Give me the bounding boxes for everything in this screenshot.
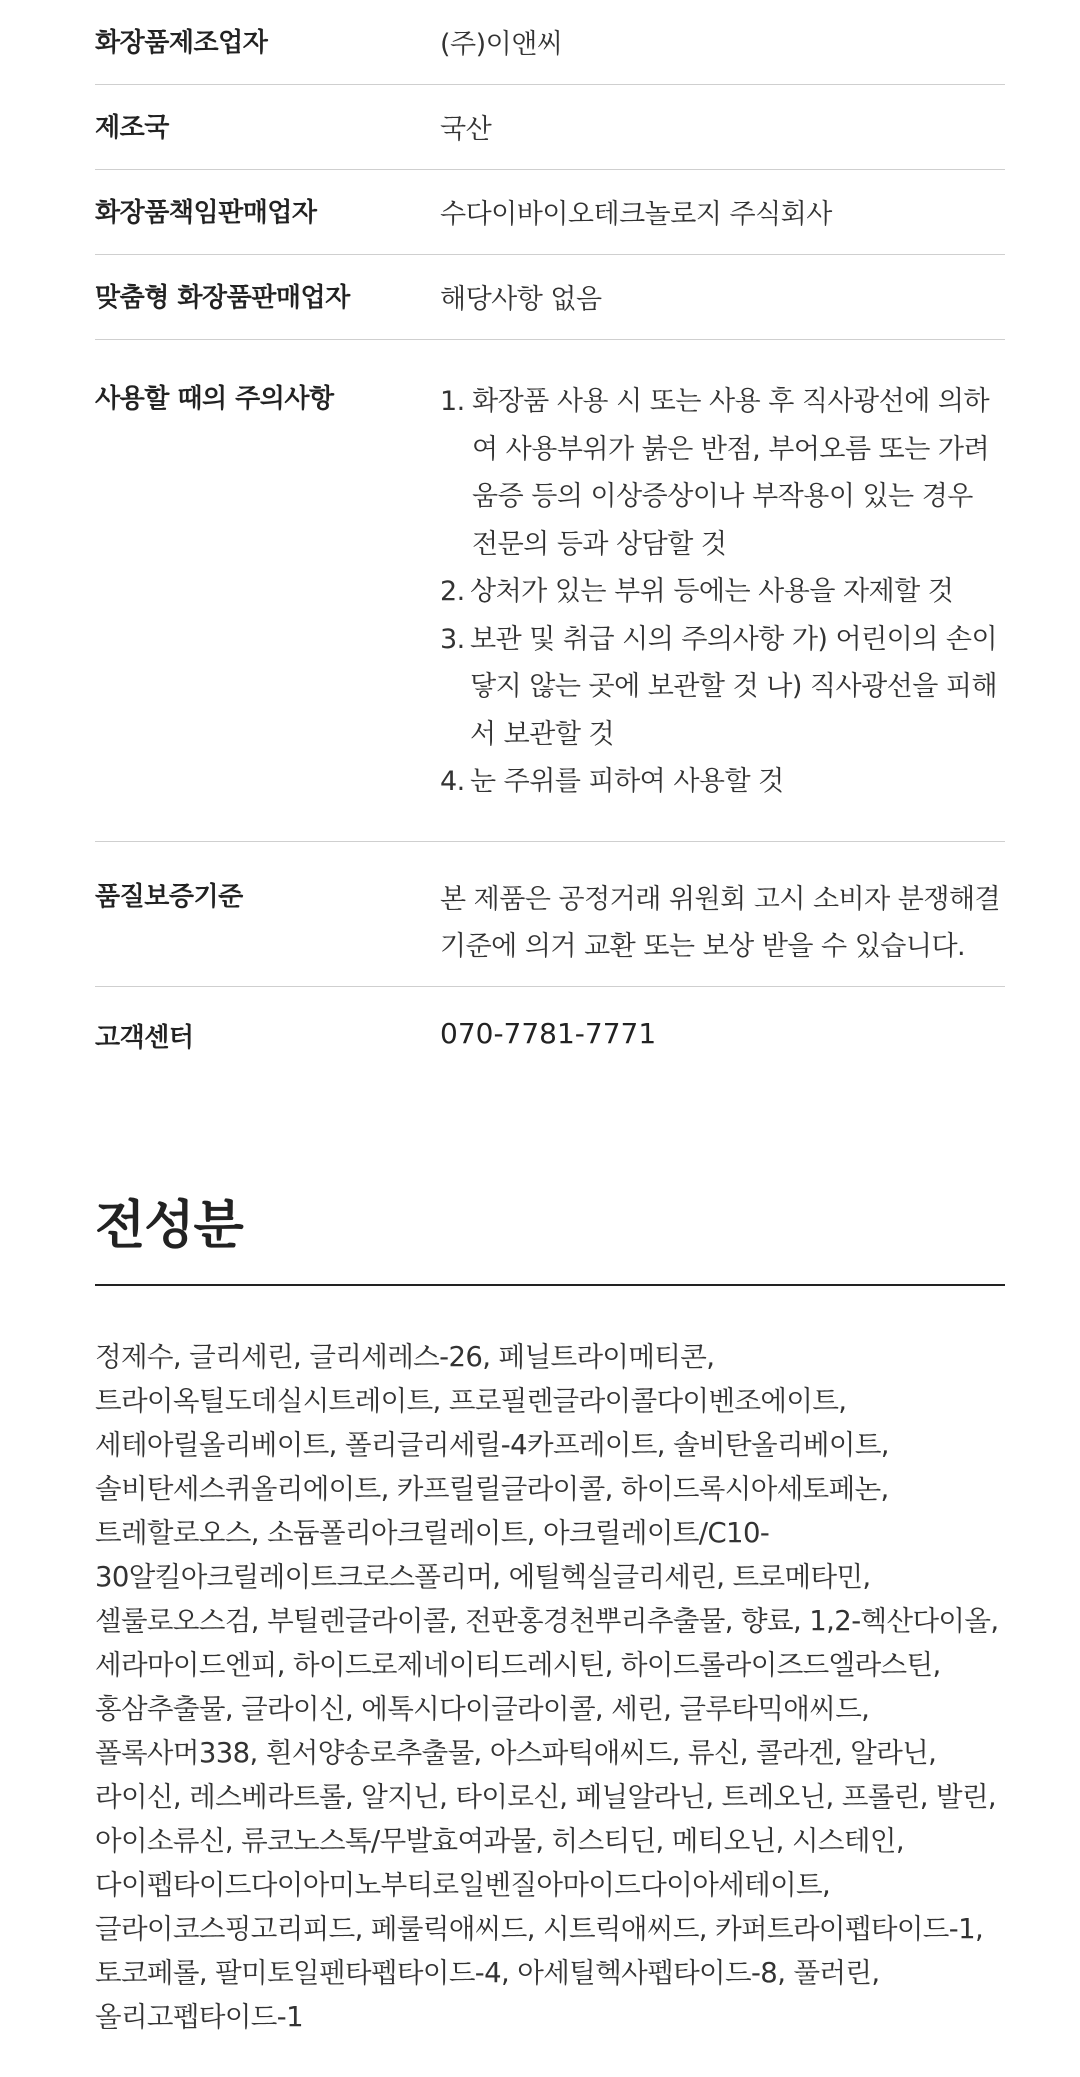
- manufacturer-value: (주)이앤씨: [440, 29, 563, 60]
- quality-value: 본 제품은 공정거래 위원회 고시 소비자 분쟁해결 기준에 의거 교환 또는 보상 받을 수 있습니다.: [440, 884, 1001, 962]
- info-row-customer-center: [95, 987, 1005, 1077]
- caution-text: 보관 및 취급 시의 주의사항 가) 어린이의 손이 닿지 않는 곳에 보관할 것 나) 직사광선을 피해서 보관할 것: [470, 623, 998, 750]
- responsible-seller-label: 화장품책임판매업자: [95, 198, 317, 228]
- ingredients-text: 정제수, 글리세린, 글리세레스-26, 페닐트라이메티콘, 트라이옥틸도데실시트레이트, 프로필렌글라이콜다이벤조에이트, 세테아릴올리베이트, 폴리글리세릴-4카프레이트, 솔비탄올리베이트, 솔비탄세스퀴올리에이트, 카프릴릴글라이콜, 하이드록시아세토페논, 트레할로오스, 소듐폴리아크릴레이트, 아크릴레이트/C10-30알킬아크릴레이트크로스폴리머, 에틸헥실글리세린, 트로메타민, 셀룰로오스검, 부틸렌글라이콜, 전판홍경천뿌리추출물, 향료, 1,2-헥산다이올, 세라마이드엔피, 하이드로제네이티드레시틴, 하이드롤라이즈드엘라스틴, 홍삼추출물, 글라이신, 에톡시다이글라이콜, 세린, 글루타믹애씨드, 폴록사머338, 흰서양송로추출물, 아스파틱애씨드, 류신, 콜라겐, 알라닌, 라이신, 레스베라트롤, 알지닌, 타이로신, 페닐알라닌, 트레오닌, 프롤린, 발린, 아이소류신, 류코노스톡/무발효여과물, 히스티딘, 메티오닌, 시스테인, 다이펩타이드다이아미노부티로일벤질아마이드다이아세테이트, 글라이코스핑고리피드, 페룰릭애씨드, 시트릭애씨드, 카퍼트라이펩타이드-1, 토코페롤, 팔미토일펜타펩타이드-4, 아세틸헥사펩타이드-8, 풀러린, 올리고펩타이드-1: [95, 1341, 999, 2033]
- caution-item: [440, 568, 1005, 616]
- product-info-table: [95, 0, 1005, 1077]
- info-row-quality: [95, 842, 1005, 987]
- manufacturer-label: 화장품제조업자: [95, 28, 268, 58]
- info-row-country: [95, 85, 1005, 170]
- custom-seller-value: 해당사항 없음: [440, 284, 602, 315]
- info-row-responsible-seller: [95, 170, 1005, 255]
- customer-center-phone[interactable]: 070-7781-7771: [440, 1017, 657, 1050]
- caution-text: 화장품 사용 시 또는 사용 후 직사광선에 의하여 사용부위가 붉은 반점, 부어오름 또는 가려움증 등의 이상증상이나 부작용이 있는 경우 전문의 등과 상담할 것: [472, 386, 990, 560]
- caution-list: [440, 378, 1005, 806]
- ingredients-title: 전성분: [95, 1196, 243, 1256]
- caution-item: [440, 616, 1005, 759]
- caution-label: 사용할 때의 주의사항: [95, 384, 334, 414]
- caution-number: 4.: [440, 766, 465, 797]
- info-row-caution: [95, 340, 1005, 842]
- custom-seller-label: 맞춤형 화장품판매업자: [95, 283, 350, 313]
- caution-number: 3.: [440, 623, 465, 655]
- caution-number: 1.: [440, 386, 465, 417]
- responsible-seller-value: 수다이바이오테크놀로지 주식회사: [440, 199, 832, 230]
- caution-number: 2.: [440, 576, 465, 607]
- country-value: 국산: [440, 114, 492, 145]
- caution-value: [440, 378, 1005, 806]
- quality-label: 품질보증기준: [95, 882, 243, 912]
- caution-item: [440, 758, 1005, 806]
- caution-text: 상처가 있는 부위 등에는 사용을 자제할 것: [470, 576, 954, 607]
- country-label: 제조국: [95, 113, 169, 143]
- caution-item: [440, 378, 1005, 568]
- caution-text: 눈 주위를 피하여 사용할 것: [470, 766, 784, 797]
- customer-center-label: 고객센터: [95, 1023, 194, 1053]
- info-row-manufacturer: [95, 0, 1005, 85]
- ingredients-divider: [95, 1284, 1005, 1286]
- info-row-custom-seller: [95, 255, 1005, 340]
